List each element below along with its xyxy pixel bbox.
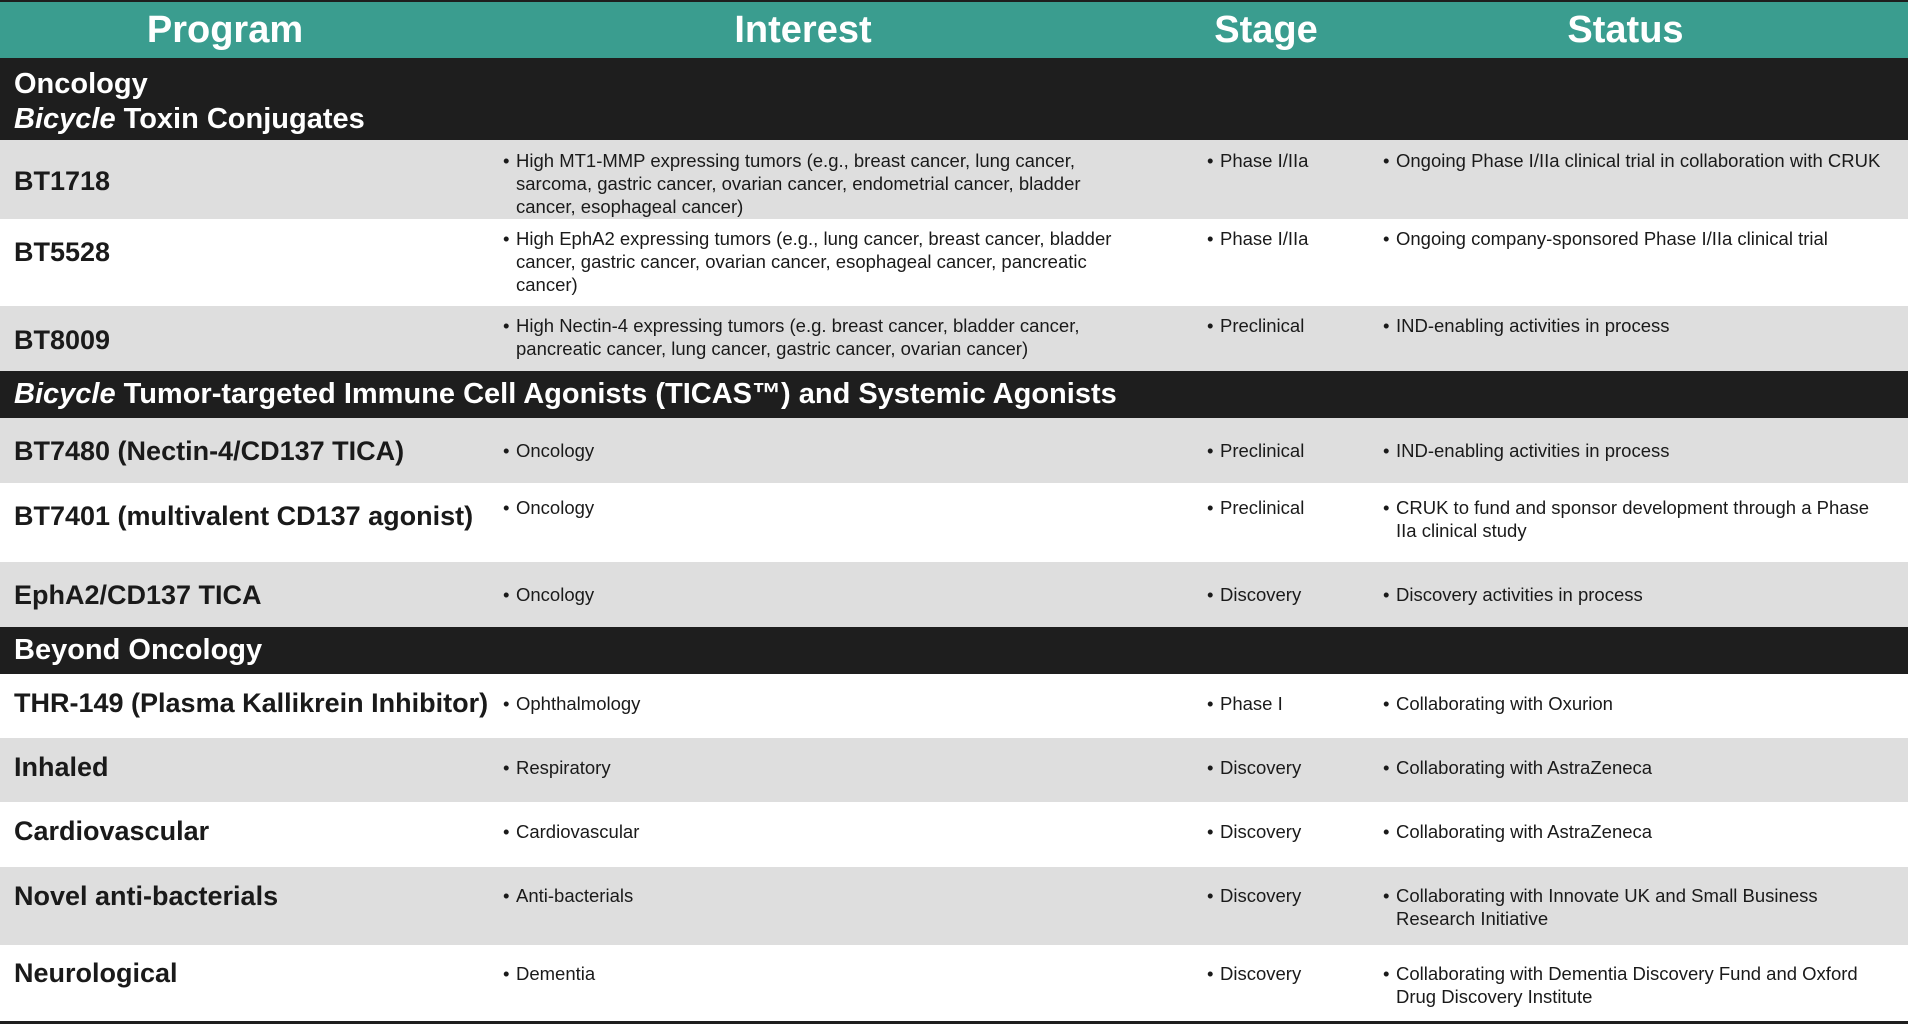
status-cell: • Ongoing company-sponsored Phase I/IIa clinical trial [1383, 227, 1883, 250]
table-row [0, 306, 1908, 371]
section-ticas-title: Tumor-targeted Immune Cell Agonists (TICAS™) and Systemic Agonists [115, 378, 1117, 410]
program-name: BT1718 [14, 166, 111, 196]
interest-cell: • Cardiovascular [503, 820, 1113, 843]
status-cell: • Discovery activities in process [1383, 583, 1883, 606]
interest-cell: • High Nectin-4 expressing tumors (e.g. breast cancer, bladder cancer, pancreatic cancer, lung cancer, gastric cancer, ovarian cancer) [503, 314, 1113, 360]
bicycle-italic: Bicycle [14, 378, 116, 410]
status-cell: • Ongoing Phase I/IIa clinical trial in collaboration with CRUK [1383, 149, 1883, 172]
status-cell: • Collaborating with Innovate UK and Small Business Research Initiative [1383, 884, 1883, 930]
header-program: Program [146, 9, 304, 51]
interest-cell: • Ophthalmology [503, 692, 1113, 715]
program-name: Novel anti-bacterials [14, 881, 279, 911]
program-name: Neurological [14, 958, 178, 988]
program-name: BT5528 [14, 237, 111, 267]
interest-cell: • High EphA2 expressing tumors (e.g., lung cancer, breast cancer, bladder cancer, gastric cancer, ovarian cancer, esophageal cancer, pancreatic cancer) [503, 227, 1113, 296]
table-header [0, 0, 1908, 58]
section-ticas [0, 371, 1908, 418]
stage-cell: • Preclinical [1207, 496, 1367, 519]
interest-cell: • Oncology [503, 583, 1113, 606]
stage-cell: • Phase I/IIa [1207, 227, 1367, 250]
table-row [0, 738, 1908, 802]
section-oncology [0, 58, 1908, 140]
status-cell: • Collaborating with AstraZeneca [1383, 756, 1883, 779]
stage-cell: • Discovery [1207, 820, 1367, 843]
header-status: Status [1567, 9, 1684, 51]
status-cell: • Collaborating with Dementia Discovery Fund and Oxford Drug Discovery Institute [1383, 962, 1883, 1008]
stage-cell: • Preclinical [1207, 314, 1367, 337]
interest-cell: • Dementia [503, 962, 1113, 985]
program-name: Cardiovascular [14, 816, 210, 846]
table-row [0, 562, 1908, 627]
stage-cell: • Phase I [1207, 692, 1367, 715]
status-cell: • IND-enabling activities in process [1383, 439, 1883, 462]
table-row [0, 418, 1908, 483]
program-name: Inhaled [14, 752, 109, 782]
program-name: EphA2/CD137 TICA [14, 580, 262, 610]
interest-cell: • Respiratory [503, 756, 1113, 779]
interest-cell: • High MT1-MMP expressing tumors (e.g., breast cancer, lung cancer, sarcoma, gastric cancer, ovarian cancer, endometrial cancer, bladder cancer, esophageal cancer) [503, 149, 1113, 218]
bicycle-italic: Bicycle [14, 103, 116, 135]
program-name: THR-149 (Plasma Kallikrein Inhibitor) [14, 688, 489, 718]
stage-cell: • Discovery [1207, 962, 1367, 985]
stage-cell: • Phase I/IIa [1207, 149, 1367, 172]
table-row [0, 802, 1908, 867]
section-oncology-title: Oncology [14, 68, 148, 100]
table-row [0, 483, 1908, 562]
header-interest: Interest [734, 9, 872, 51]
status-cell: • Collaborating with AstraZeneca [1383, 820, 1883, 843]
interest-cell: • Oncology [503, 439, 1113, 462]
stage-cell: • Discovery [1207, 583, 1367, 606]
status-cell: • CRUK to fund and sponsor development through a Phase IIa clinical study [1383, 496, 1883, 542]
interest-cell: • Anti-bacterials [503, 884, 1113, 907]
table-row [0, 674, 1908, 738]
stage-cell: • Discovery [1207, 756, 1367, 779]
program-name: BT7480 (Nectin-4/CD137 TICA) [14, 436, 405, 466]
program-name: BT8009 [14, 325, 111, 355]
stage-cell: • Preclinical [1207, 439, 1367, 462]
table-row [0, 140, 1908, 219]
program-name: BT7401 (multivalent CD137 agonist) [14, 501, 474, 531]
interest-cell: • Oncology [503, 496, 1113, 519]
table-row [0, 945, 1908, 1021]
table-row [0, 867, 1908, 945]
status-cell: • Collaborating with Oxurion [1383, 692, 1883, 715]
stage-cell: • Discovery [1207, 884, 1367, 907]
status-cell: • IND-enabling activities in process [1383, 314, 1883, 337]
section-oncology-subtitle: Bicycle Toxin Conjugates [14, 103, 365, 135]
section-beyond-oncology: Beyond Oncology [0, 627, 1908, 674]
header-stage: Stage [1214, 9, 1318, 51]
table-row [0, 219, 1908, 306]
